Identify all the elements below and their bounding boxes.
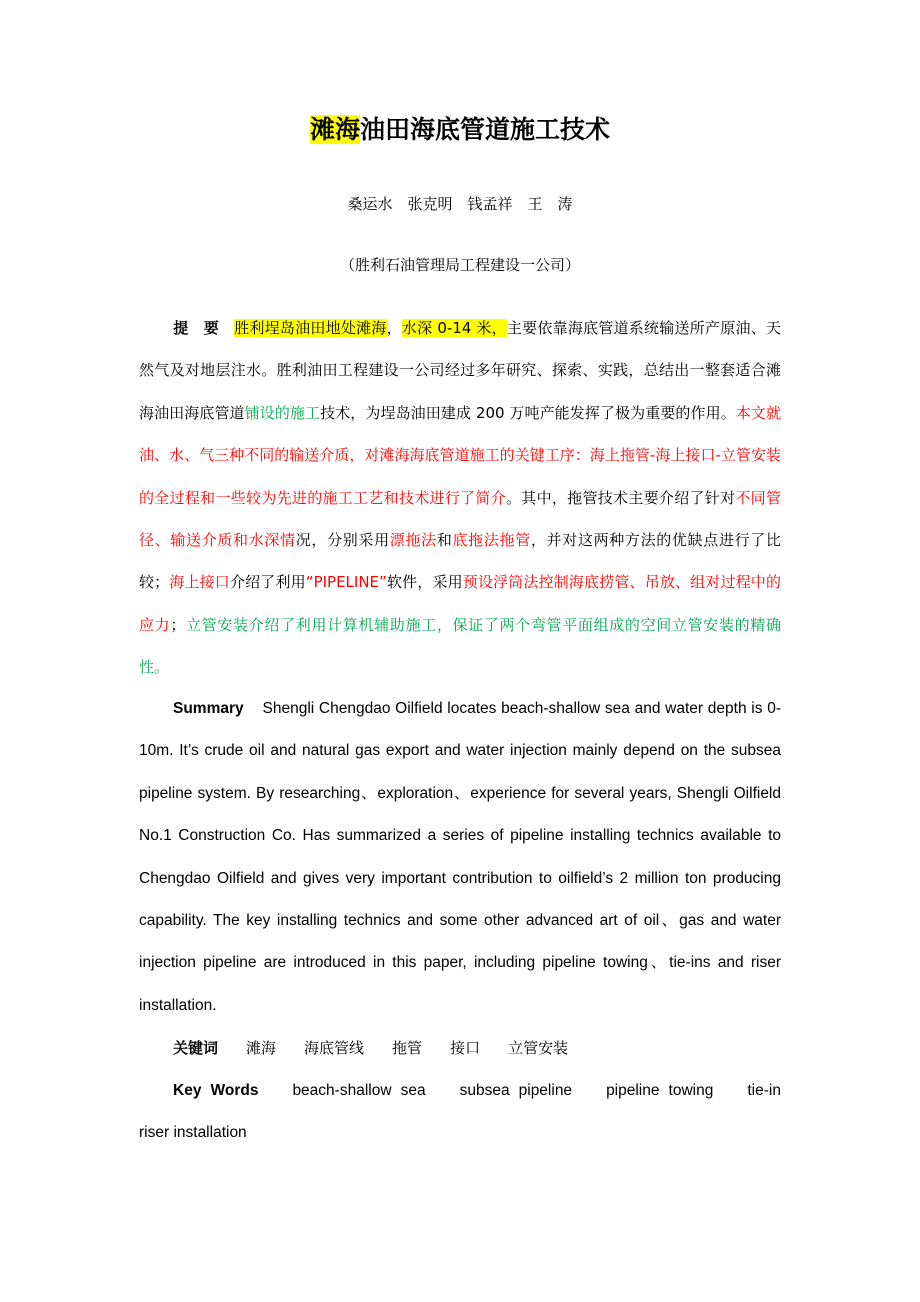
abstract-text-4: 主要依靠海底管道系统输送所产原油、天然气及对地层注水。胜利油田工程建设一公司经过多年研究、探索、实践，总结出一整套适合滩海油田海底管道 [139, 319, 781, 422]
abstract-green-5: 铺设的施工 [244, 403, 321, 422]
keyword-cn-item: 立管安装 [508, 1039, 569, 1057]
abstract-highlight-1: 胜利埕岛油田地处滩海 [234, 319, 387, 337]
abstract-text-8: 。其中，拖管技术主要介绍了针对 [506, 488, 736, 507]
author-list: 桑运水 张克明 钱孟祥 王 涛 [347, 195, 573, 213]
abstract-label: 提 要 [173, 319, 219, 337]
keyword-en-item: tie-in [747, 1082, 781, 1099]
keywords-chinese [139, 1027, 781, 1069]
summary-english [139, 688, 781, 1027]
keyword-cn-item: 海底管线 [304, 1039, 365, 1057]
keyword-cn-item: 滩海 [246, 1039, 277, 1057]
abstract-highlight-3: 水深 0-14 米， [401, 319, 507, 337]
keyword-en-item: beach-shallow sea [292, 1082, 426, 1099]
abstract-red-9: 不同管径、输送介质和水深情 [139, 488, 781, 550]
summary-label: Summary [173, 700, 244, 717]
title-highlight: 滩海 [309, 115, 360, 144]
abstract-red-17: “PIPELINE” [305, 573, 387, 592]
keyword-en-item: pipeline towing [606, 1082, 714, 1099]
abstract-red-15: 海上接口 [169, 573, 230, 592]
abstract-red-11: 漂拖法 [389, 531, 437, 550]
abstract-text-12: 和 [436, 531, 453, 550]
abstract-text-10: 况，分别采用 [295, 531, 390, 550]
title-rest: 油田海底管道施工技术 [360, 115, 611, 144]
abstract-red-7: 本文就油、水、气三种不同的输送介质，对滩海海底管道施工的关键工序：海上拖管-海上接口-立管安装的全过程和一些较为先进的施工工艺和技术进行了简介 [139, 403, 781, 507]
keyword-en-item: riser installation [139, 1124, 247, 1142]
abstract-text-14: ，并对这两种方法的优缺点进行了比较； [139, 531, 781, 592]
abstract-chinese [139, 307, 781, 689]
abstract-text-2: ， [386, 319, 402, 337]
affiliation: （胜利石油管理局工程建设一公司） [339, 256, 580, 274]
abstract-text-16: 介绍了利用 [229, 573, 306, 592]
abstract-green-21: 立管安装介绍了利用计算机辅助施工，保证了两个弯管平面组成的空间立管安装的精确性。 [139, 615, 781, 677]
keyword-en-item: subsea pipeline [459, 1082, 573, 1099]
keywords-cn-label: 关键词 [173, 1039, 219, 1057]
paper-title [0, 110, 920, 150]
abstract-red-13: 底拖法拖管 [452, 531, 531, 550]
keyword-cn-item: 拖管 [392, 1039, 423, 1057]
abstract-text-6: 技术，为埕岛油田建成 200 万吨产能发挥了极为重要的作用。 [320, 403, 736, 422]
abstract-text-18: 软件，采用 [386, 573, 463, 592]
abstract-red-19: 预设浮筒法控制海底捞管、吊放、组对过程中的应力 [139, 573, 781, 634]
summary-text: Shengli Chengdao Oilfield locates beach-shallow sea and water depth is 0-10m. It’s crude oil and natural gas export and water injection mainly depend on the subsea pipeline system. By researching、exploration、experience for several years, Shengli Oilfield No.1 Construction Co. Has summarized a series of pipeline installing technics available to Chengdao Oilfield and gives very important contribution to oilfield’s 2 million ton producing capability. The key installing technics and some other advanced art of oil、gas and water injection pipeline are introduced in this paper, including pipeline towing、tie-ins and riser installation. [139, 700, 781, 1014]
keyword-cn-item: 接口 [450, 1039, 481, 1057]
abstract-text-20: ； [170, 615, 186, 634]
keywords-english [139, 1070, 781, 1155]
keywords-en-label: Key Words [173, 1082, 259, 1099]
